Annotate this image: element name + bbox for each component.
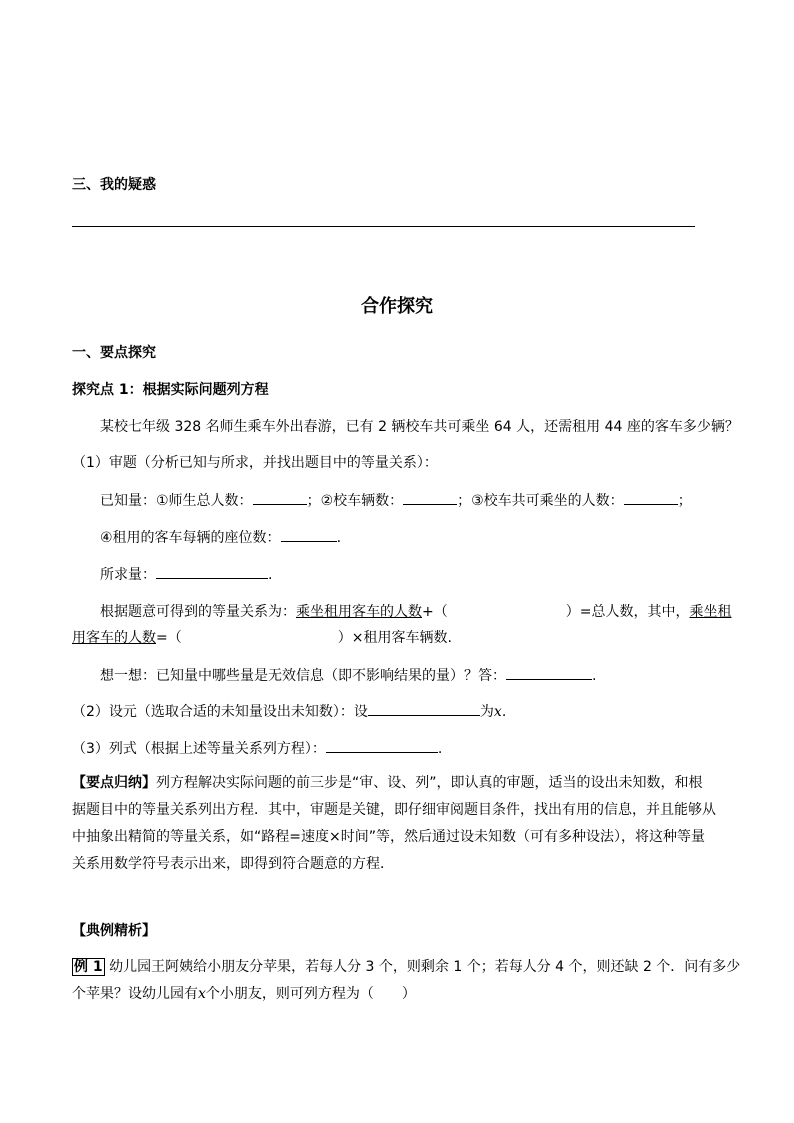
known-item4-line [100,527,341,547]
known-item4: ④租用的客车每辆的座位数： [100,530,281,546]
summary-label: 【要点归纳】 [72,775,156,791]
relation-plus: +（ [422,604,448,620]
example-1 [72,954,741,1008]
summary-line-1: 列方程解决实际问题的前三步是“审、设、列”，即认真的审题，适当的设出未知数，和根 [156,775,703,791]
think-text: 想一想：已知量中哪些量是无效信息（即不影响结果的量）？答： [100,668,506,684]
blank-bus-capacity[interactable] [624,490,678,505]
blank-unknown[interactable] [156,564,268,579]
section-title-doubts: 三、我的疑惑 [72,177,156,193]
example1-variable-x: x [198,986,206,1002]
blank-variable-definition[interactable] [368,701,480,716]
relation-close: ）=总人数，其中， [565,604,690,620]
relation-underlined: 乘坐租用客车的人数 [296,604,422,620]
step2-suffix: 为 [479,704,494,720]
period: . [501,704,507,720]
think-line [100,665,596,685]
problem-statement: 某校七年级 328 名师生乘车外出春游，已有 2 辆校车共可乘坐 64 人，还需租用 44 座的客车多少辆？ [100,419,739,435]
known-item2: ②校车辆数： [320,493,404,509]
example-tag: 例 1 [74,959,103,975]
step1-text: （1）审题（分析已知与所求，并找出题目中的等量关系）： [72,455,438,471]
step2-prefix: （2）设元（选取合适的未知量设出未知数）：设 [72,704,368,720]
example1-line-2a: 个苹果？设幼儿园有 [72,986,198,1002]
examples-label: 【典例精析】 [72,923,156,939]
unknown-label: 所求量： [100,567,156,583]
section-title-key-points: 一、要点探究 [72,345,156,361]
period: . [336,530,342,546]
blank-total-people[interactable] [253,490,307,505]
relation-line2-end: ）×租用客车辆数. [337,630,452,646]
relation-prefix: 根据题意可得到的等量关系为： [100,604,296,620]
blank-think-answer[interactable] [506,665,592,680]
period: . [268,567,273,583]
variable-x: x [493,704,502,720]
relation-line-1 [100,601,731,621]
page-title: 合作探究 [361,296,433,317]
blank-equation[interactable] [326,738,438,753]
separator: ； [306,493,321,509]
blank-seats-per-coach[interactable] [281,527,337,542]
example1-line-2b: 个小朋友，则可列方程为（ ） [205,986,416,1002]
period: . [592,668,597,684]
summary-line-4: 关系用数学符号表示出来，即得到符合题意的方程． [72,856,394,872]
relation-line-2 [72,627,452,647]
answer-rule-line [72,226,695,227]
relation-line2-underlined: 用客车的人数 [72,630,156,646]
known-quantities-line [100,490,692,510]
key-points-summary [72,770,724,878]
example1-line-1: 幼儿园王阿姨给小朋友分苹果，若每人分 3 个，则剩余 1 个；若每人分 4 个，则还缺 2 个．问有多少 [109,959,741,975]
step3-prefix: （3）列式（根据上述等量关系列方程）： [72,741,326,757]
known-label: 已知量： [100,493,156,509]
explore-point-label: 探究点 1：根据实际问题列方程 [72,382,269,398]
period: . [437,741,443,757]
relation-line2-eq: =（ [156,630,182,646]
summary-line-2: 据题目中的等量关系列出方程．其中，审题是关键，即仔细审阅题目条件，找出有用的信息，并且能够从 [72,802,716,818]
blank-bus-count[interactable] [403,490,457,505]
known-item3: ③校车共可乘坐的人数： [471,493,624,509]
unknown-quantity-line [100,564,272,584]
separator: ； [457,493,472,509]
summary-line-3: 中抽象出精简的等量关系，如“路程=速度×时间”等，然后通过设未知数（可有多种设法），将这种等量 [72,829,705,845]
step3-line [72,738,442,758]
known-item1: ①师生总人数： [156,493,253,509]
step2-line [72,701,506,721]
relation-underlined-2: 乘坐租 [689,604,732,620]
separator: ； [677,493,692,509]
